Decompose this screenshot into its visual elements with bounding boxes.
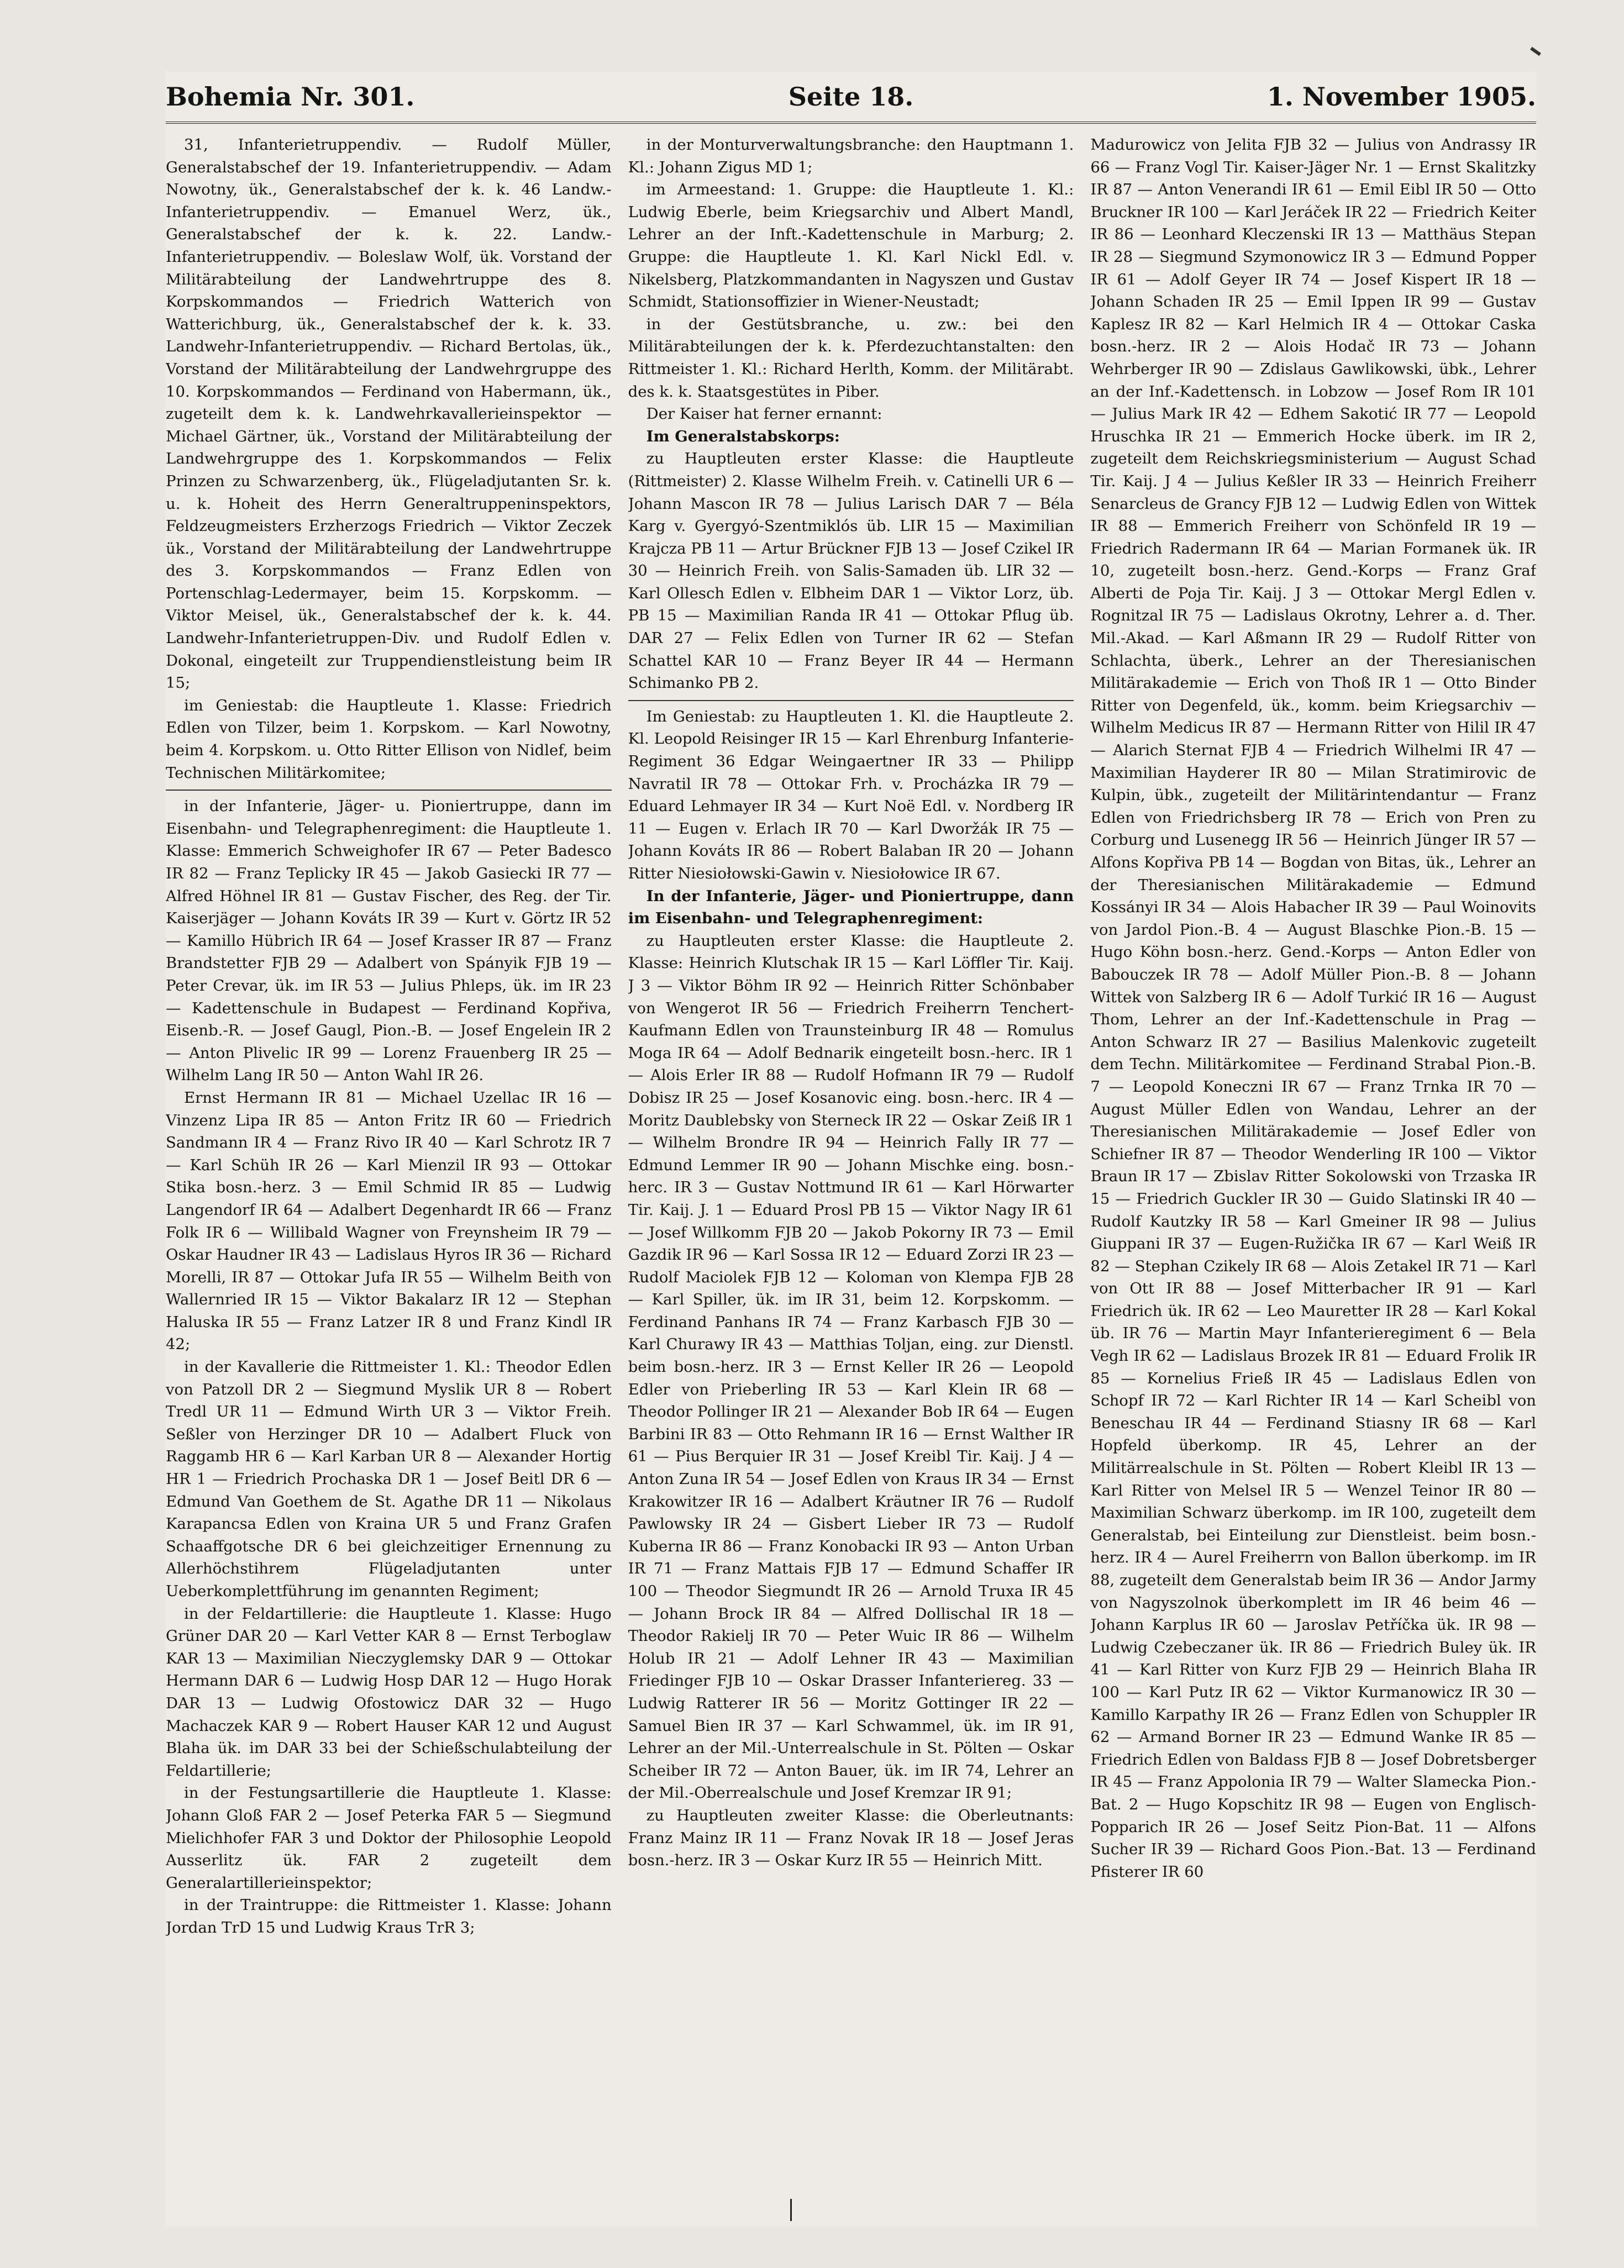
paragraph: in der Traintruppe: die Rittmeister 1. Klasse: Johann Jordan TrD 15 und Ludwig Kraus TrR 3;: [166, 1896, 612, 1937]
paragraph: in der Feldartillerie: die Hauptleute 1. Klasse: Hugo Grüner DAR 20 — Karl Vetter KAR 8 — Ernst Terboglaw KAR 13 — Maximilian Nieczyglemsky DAR 9 — Ottokar Hermann DAR 6 — Ludwig Hosp DAR 12 — Hugo Horak DAR 13 — Ludwig Ofostowicz DAR 32 — Hugo Machaczek KAR 9 — Robert Hauser KAR 12 und August Blaha ük. im DAR 33 bei der Schießschulabteilung der Feldartillerie;: [166, 1604, 612, 1780]
paragraph: 31, Infanterietruppendiv. — Rudolf Müller, Generalstabschef der 19. Infanterietruppendiv. — Adam Nowotny, ük., Generalstabschef der k. k. 46 Landw.-Infanterietruppendiv. — Emanuel Werz, ük., Generalstabschef der k. k. 22. Landw.-Infanterietruppendiv. — Boleslaw Wolf, ük. Vorstand der Militärabteilung der Landwehrtruppe des 8. Korpskommandos — Friedrich Watterich von Watterichburg, ük., Generalstabschef der k. k. 33. Landwehr-Infanterietruppendiv. — Richard Bertolas, ük., Vorstand der Militärabteilung der Landwehrgruppe des 10. Korpskommandos — Ferdinand von Habermann, ük., zugeteilt dem k. k. Landwehrkavallerieinspektor — Michael Gärtner, ük., Vorstand der Militärabteilung der Landwehrgruppe des 1. Korpskommandos — Felix Prinzen zu Schwarzenberg, ük., Flügeladjutanten Sr. k. u. k. Hoheit des Herrn Generaltruppeninspektors, Feldzeugmeisters Erzherzogs Friedrich — Viktor Zeczek ük., Vorstand der Militärabteilung der Landwehrtruppe des 3. Korpskommandos — Franz Edlen von Portenschlag-Ledermayer, beim 15. Korpskomm. — Viktor Meisel, ük., Generalstabschef der k. k. 44. Landwehr-Infanterietruppen-Div. und Rudolf Edlen v. Dokonal, eingeteilt zur Truppendienstleistung beim IR 15;: [166, 136, 612, 692]
section-heading: Im Generalstabskorps:: [646, 427, 840, 445]
paragraph: zu Hauptleuten erster Klasse: die Hauptleute (Rittmeister) 2. Klasse Wilhelm Freih. v. Catinelli UR 6 — Johann Mascon IR 78 — Julius Larisch DAR 7 — Béla Karg v. Gyergyó-Szentmiklós üb. LIR 15 — Maximilian Krajcza PB 11 — Artur Brückner FJB 13 — Josef Czikel IR 30 — Heinrich Freih. von Salis-Samaden üb. LIR 32 — Karl Ollesch Edlen v. Elbheim DAR 1 — Viktor Lorz, üb. PB 15 — Maximilian Randa IR 41 — Ottokar Pflug üb. DAR 27 — Felix Edlen von Turner IR 62 — Stefan Schattel KAR 10 — Franz Beyer IR 44 — Hermann Schimanko PB 2.: [628, 450, 1074, 692]
paragraph: Madurowicz von Jelita FJB 32 — Julius von Andrassy IR 66 — Franz Vogl Tir. Kaiser-Jäger Nr. 1 — Ernst Skalitzky IR 87 — Anton Venerandi IR 61 — Emil Eibl IR 50 — Otto Bruckner IR 100 — Karl Jeráček IR 22 — Friedrich Keiter IR 86 — Leonhard Kleczenski IR 13 — Matthäus Stepan IR 28 — Siegmund Szymonowicz IR 3 — Edmund Popper IR 61 — Adolf Geyer IR 74 — Josef Kispert IR 18 — Johann Schaden IR 25 — Emil Ippen IR 99 — Gustav Kaplesz IR 82 — Karl Helmich IR 4 — Ottokar Caska bosn.-herz. IR 2 — Alois Hodač IR 73 — Johann Wehrberger IR 90 — Zdislaus Gawlikowski, übk., Lehrer an der Inf.-Kadettensch. in Lobzow — Josef Rom IR 101 — Julius Mark IR 42 — Edhem Sakotić IR 77 — Leopold Hruschka IR 21 — Emmerich Hocke überk. im IR 2, zugeteilt dem Reichskriegsministerium — August Schad Tir. Kaij. J 4 — Julius Keßler IR 33 — Heinrich Freiherr Senarcleus de Grancy FJB 12 — Ludwig Edlen von Wittek IR 88 — Emmerich Freiherr von Schönfeld IR 19 — Friedrich Radermann IR 64 — Marian Formanek ük. IR 10, zugeteilt bosn.-herz. Gend.-Korps — Franz Graf Alberti de Poja Tir. Kaij. J 3 — Ottokar Mergl Edlen v. Rognitzal IR 75 — Ladislaus Okrotny, Lehrer a. d. Ther. Mil.-Akad. — Karl Aßmann IR 29 — Rudolf Ritter von Schlachta, überk., Lehrer an der Theresianischen Militärakademie — Erich von Thoß IR 1 — Otto Binder Ritter von Degenfeld, ük., komm. beim Kriegsarchiv — Wilhelm Medicus IR 87 — Hermann Ritter von Hilil IR 47 — Alarich Sternat FJB 4 — Friedrich Wilhelmi IR 47 — Maximilian Hayderer IR 80 — Milan Stratimirovic de Kulpin, übk., zugeteilt der Militärintendantur — Franz Edlen von Friedrichsberg IR 78 — Erich von Pren zu Corburg und Lusenegg IR 56 — Heinrich Jünger IR 57 — Alfons Kopřiva PB 14 — Bogdan von Bitas, ük., Lehrer an der Theresianischen Militärakademie — Edmund Kossányi IR 34 — Alois Habacher IR 39 — Paul Woinovits von Jardol Pion.-B. 4 — August Blaschke Pion.-B. 15 — Hugo Köhn bosn.-herz. Gend.-Korps — Anton Edler von Babouczek IR 78 — Adolf Müller Pion.-B. 8 — Johann Wittek von Salzberg IR 6 — Adolf Turkić IR 16 — August Thom, Lehrer an der Inf.-Kadettenschule in Prag — Anton Schwarz IR 27 — Basilius Malenkovic zugeteilt dem Techn. Militärkomitee — Ferdinand Strabal Pion.-B. 7 — Leopold Koneczni IR 67 — Franz Trnka IR 70 — August Müller Edlen von Wandau, Lehrer an der Theresianischen Militärakademie — Josef Edler von Schiefner IR 87 — Theodor Wenderling IR 100 — Viktor Braun IR 17 — Zbislav Ritter Sokolowski von Trzaska IR 15 — Friedrich Guckler IR 30 — Guido Slatinski IR 40 — Rudolf Kautzky IR 58 — Karl Gmeiner IR 98 — Julius Giuppani IR 37 — Eugen-Ružička IR 67 — Karl Weiß IR 82 — Stephan Czikely IR 68 — Alois Zetakel IR 71 — Karl von Ott IR 88 — Josef Mitterbacher IR 91 — Karl Friedrich ük. IR 62 — Leo Mauretter IR 28 — Karl Kokal üb. IR 76 — Martin Mayr Infanterieregiment 6 — Bela Vegh IR 62 — Ladislaus Brozek IR 81 — Eduard Frolik IR 85 — Kornelius Frieß IR 45 — Ladislaus Edlen von Schopf IR 72 — Karl Richter IR 14 — Karl Scheibl von Beneschau IR 44 — Ferdinand Stiasny IR 68 — Karl Hopfeld überkomp. IR 45, Lehrer an der Militärrealschule in St. Pölten — Robert Kleibl IR 13 — Karl Ritter von Melsel IR 5 — Wenzel Teinor IR 80 — Maximilian Schwarz überkomp. im IR 100, zugeteilt dem Generalstab, bei Einteilung zur Dienstleist. beim bosn.-herz. IR 4 — Aurel Freiherrn von Ballon überkomp. im IR 88, zugeteilt dem Generalstab beim IR 36 — Andor Jarmy von Nagyszolnok überkomplett im IR 46 beim 46 — Johann Karplus IR 60 — Jaroslav Petříčka ük. IR 98 — Ludwig Czebeczaner ük. IR 86 — Friedrich Buley ük. IR 41 — Karl Ritter von Kurz FJB 29 — Heinrich Blaha IR 100 — Karl Putz IR 62 — Viktor Kurmanowicz IR 30 — Kamillo Karpathy IR 26 — Franz Edlen von Schuppler IR 62 — Armand Borner IR 23 — Edmund Wanke IR 85 — Friedrich Edlen von Baldass FJB 8 — Josef Dobretsberger IR 45 — Franz Appolonia IR 79 — Walter Slamecka Pion.-Bat. 2 — Hugo Kopschitz IR 98 — Eugen von Englisch-Popparich IR 26 — Josef Seitz Pion-Bat. 11 — Alfons Sucher IR 39 — Richard Goos Pion.-Bat. 13 — Ferdinand Pfisterer IR 60: [1090, 136, 1537, 1881]
paragraph: in der Monturverwaltungsbranche: den Hauptmann 1. Kl.: Johann Zigus MD 1;: [628, 136, 1074, 176]
newspaper-page: [166, 72, 1536, 2227]
paragraph: Ernst Hermann IR 81 — Michael Uzellac IR 16 — Vinzenz Lipa IR 85 — Anton Fritz IR 60 — Friedrich Sandmann IR 4 — Franz Rivo IR 40 — Karl Schrotz IR 7 — Karl Schüh IR 26 — Karl Mienzil IR 93 — Ottokar Stika bosn.-herz. 3 — Emil Schmid IR 85 — Ludwig Langendorf IR 64 — Adalbert Degenhardt IR 66 — Franz Folk IR 6 — Willibald Wagner von Freynsheim IR 79 — Oskar Haudner IR 43 — Ladislaus Hyros IR 36 — Richard Morelli, IR 87 — Ottokar Jufa IR 55 — Wilhelm Beith von Wallernried IR 15 — Viktor Bakalarz IR 12 — Stephan Haluska IR 55 — Franz Latzer IR 8 und Franz Kindl IR 42;: [166, 1088, 612, 1354]
paragraph: zu Hauptleuten zweiter Klasse: die Oberleutnants: Franz Mainz IR 11 — Franz Novak IR 18 — Josef Jeras bosn.-herz. IR 3 — Oskar Kurz IR 55 — Heinrich Mitt.: [628, 1806, 1074, 1870]
paragraph: in der Gestütsbranche, u. zw.: bei den Militärabteilungen der k. k. Pferdezuchtanstalten: den Rittmeister 1. Kl.: Richard Herlth, Komm. der Militärabt. des k. k. Staatsgestütes in Piber.: [628, 315, 1074, 401]
masthead-title: Bohemia Nr. 301.: [166, 82, 415, 112]
divider: [166, 790, 612, 791]
divider: [628, 700, 1074, 701]
page-number: Seite 18.: [788, 82, 914, 112]
paragraph: zu Hauptleuten erster Klasse: die Hauptleute 2. Klasse: Heinrich Klutschak IR 15 — Karl Löffler Tir. Kaij. J 3 — Viktor Böhm IR 92 — Heinrich Ritter Schönbaber von Wengerot IR 56 — Friedrich Freiherrn Tenchert-Kaufmann Edlen von Traunsteinburg IR 48 — Romulus Moga IR 64 — Adolf Bednarik eingeteilt bosn.-herc. IR 1 — Alois Erler IR 88 — Rudolf Hofmann IR 79 — Rudolf Dobisz IR 25 — Josef Kosanovic eing. bosn.-herc. IR 4 — Moritz Daublebsky von Sterneck IR 22 — Oskar Zeiß IR 1 — Wilhelm Brondre IR 94 — Heinrich Fally IR 77 — Edmund Lemmer IR 90 — Johann Mischke eing. bosn.-herc. IR 3 — Gustav Nottmund IR 61 — Karl Hörwarter Tir. Kaij. J. 1 — Eduard Prosl PB 15 — Viktor Nagy IR 61 — Josef Willkomm FJB 20 — Jakob Pokorny IR 73 — Emil Gazdik IR 96 — Karl Sossa IR 12 — Eduard Zorzi IR 23 — Rudolf Maciolek FJB 12 — Koloman von Klempa FJB 28 — Karl Spiller, ük. im IR 31, beim 12. Korpskomm. — Ferdinand Panhans IR 74 — Franz Karbasch FJB 30 — Karl Churawy IR 43 — Matthias Toljan, eing. zur Dienstl. beim bosn.-herz. IR 3 — Ernst Keller IR 26 — Leopold Edler von Prieberling IR 53 — Karl Klein IR 68 — Theodor Pollinger IR 21 — Alexander Bob IR 64 — Eugen Barbini IR 83 — Otto Rehmann IR 16 — Ernst Walther IR 61 — Pius Berquier IR 31 — Josef Kreibl Tir. Kaij. J 4 — Anton Zuna IR 54 — Josef Edlen von Kraus IR 34 — Ernst Krakowitzer IR 16 — Adalbert Kräutner IR 76 — Rudolf Pawlowsky IR 24 — Gisbert Lieber IR 73 — Rudolf Kuberna IR 86 — Franz Konobacki IR 93 — Anton Urban IR 71 — Franz Mattais FJB 17 — Edmund Schaffer IR 100 — Theodor Siegmundt IR 26 — Arnold Truxa IR 45 — Johann Brock IR 84 — Alfred Dollischal IR 18 — Theodor Rakielj IR 70 — Peter Wuic IR 86 — Wilhelm Holub IR 21 — Adolf Lehner IR 43 — Maximilian Friedinger FJB 10 — Oskar Drasser Infanteriereg. 33 — Ludwig Ratterer IR 56 — Moritz Gottinger IR 22 — Samuel Bien IR 37 — Karl Schwammel, ük. im IR 91, Lehrer an der Mil.-Unterrealschule in St. Pölten — Oskar Scheiber IR 72 — Anton Bauer, ük. im IR 74, Lehrer an der Mil.-Oberrealschule und Josef Kremzar IR 91;: [628, 932, 1074, 1802]
text-columns: [166, 134, 1536, 2222]
column-3: [1090, 134, 1536, 2222]
paragraph: im Geniestab: die Hauptleute 1. Klasse: Friedrich Edlen von Tilzer, beim 1. Korpskom. — Karl Nowotny, beim 4. Korpskom. u. Otto Ritter Ellison von Nidlef, beim Technischen Militärkomitee;: [166, 696, 612, 782]
print-mark: [1530, 47, 1541, 56]
page-header: [166, 72, 1536, 124]
issue-date: 1. November 1905.: [1266, 82, 1536, 112]
paragraph: Im Geniestab: zu Hauptleuten 1. Kl. die Hauptleute 2. Kl. Leopold Reisinger IR 15 — Karl Ehrenburg Infanterie-Regiment 36 Edgar Weingaertner IR 33 — Philipp Navratil IR 78 — Ottokar Frh. v. Procházka IR 79 — Eduard Lehmayer IR 34 — Kurt Noë Edl. v. Nordberg IR 11 — Eugen v. Erlach IR 70 — Karl Dworžák IR 75 — Johann Kováts IR 86 — Robert Balaban IR 20 — Johann Ritter Niesiołowski-Gawin v. Niesiołowice IR 67.: [628, 707, 1074, 882]
paragraph: Der Kaiser hat ferner ernannt:: [646, 405, 882, 423]
column-1: [166, 134, 612, 2222]
print-mark: [790, 2199, 792, 2221]
paragraph: im Armeestand: 1. Gruppe: die Hauptleute 1. Kl.: Ludwig Eberle, beim Kriegsarchiv und Albert Mandl, Lehrer an der Inft.-Kadettenschule in Marburg; 2. Gruppe: die Hauptleute 1. Kl. Karl Nickl Edl. v. Nikelsberg, Platzkommandanten in Nagyszen und Gustav Schmidt, Stationsoffizier in Wiener-Neustadt;: [628, 181, 1074, 311]
paragraph: in der Infanterie, Jäger- u. Pioniertruppe, dann im Eisenbahn- und Telegraphenregiment: die Hauptleute 1. Klasse: Emmerich Schweighofer IR 67 — Peter Badesco IR 82 — Franz Teplicky IR 45 — Jakob Gasiecki IR 77 — Alfred Höhnel IR 81 — Gustav Fischer, des Reg. der Tir. Kaiserjäger — Johann Kováts IR 39 — Kurt v. Görtz IR 52 — Kamillo Hübrich IR 64 — Josef Krasser IR 87 — Franz Brandstetter FJB 29 — Adalbert von Spányik FJB 19 — Peter Crevar, ük. im IR 53 — Julius Phleps, ük. im IR 23 — Kadettenschule in Budapest — Ferdinand Kopřiva, Eisenb.-R. — Josef Gaugl, Pion.-B. — Josef Engelein IR 2 — Anton Plivelic IR 99 — Lorenz Frauenberg IR 25 — Wilhelm Lang IR 50 — Anton Wahl IR 26.: [166, 797, 612, 1085]
paragraph: in der Festungsartillerie die Hauptleute 1. Klasse: Johann Gloß FAR 2 — Josef Peterka FAR 5 — Siegmund Mielichhofer FAR 3 und Doktor der Philosophie Leopold Ausserlitz ük. FAR 2 zugeteilt dem Generalartillerieinspektor;: [166, 1784, 612, 1892]
section-heading: In der Infanterie, Jäger- und Pioniertruppe, dann im Eisenbahn- und Telegraphenregiment:: [628, 887, 1074, 928]
paragraph: in der Kavallerie die Rittmeister 1. Kl.: Theodor Edlen von Patzoll DR 2 — Siegmund Myslik UR 8 — Robert Tredl UR 11 — Edmund Wirth UR 3 — Viktor Freih. Seßler von Herzinger DR 10 — Adalbert Fluck von Raggamb HR 6 — Karl Karban UR 8 — Alexander Hortig HR 1 — Friedrich Prochaska DR 1 — Josef Beitl DR 6 — Edmund Van Goethem de St. Agathe DR 11 — Nikolaus Karapancsa Edlen von Kraina UR 5 und Franz Grafen Schaaffgotsche DR 6 bei gleichzeitiger Ernennung zu Allerhöchstihrem Flügeladjutanten unter Ueberkomplettführung im genannten Regiment;: [166, 1358, 612, 1600]
column-2: [628, 134, 1074, 2222]
